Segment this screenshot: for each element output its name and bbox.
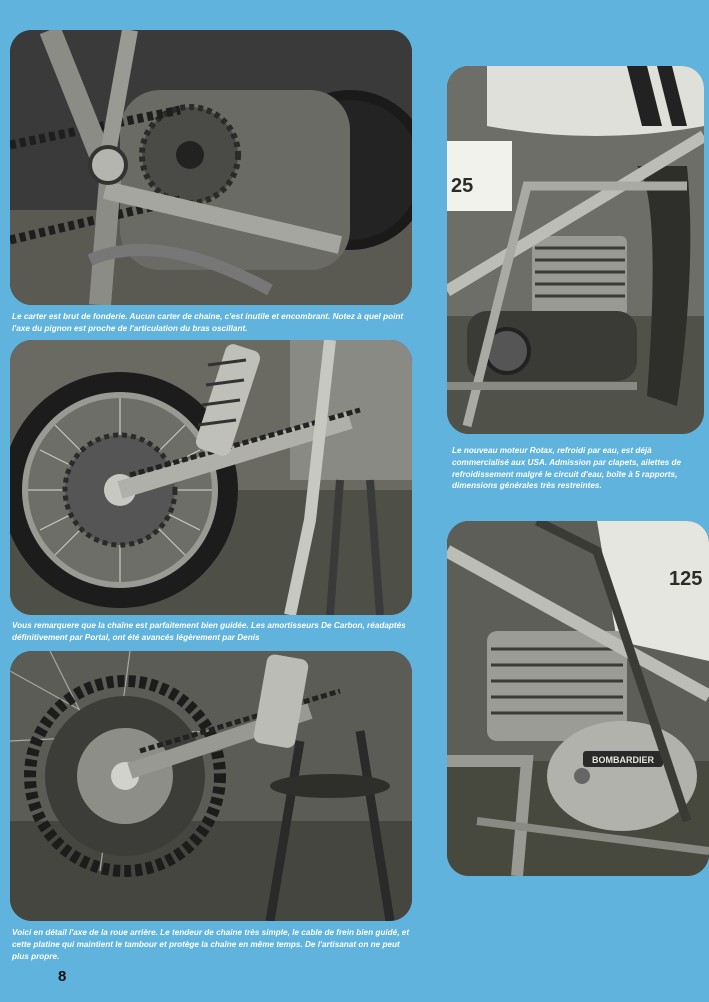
caption-rear-axle: Voici en détail l'axe de la roue arrière. Le tendeur de chaine très simple, le cable de frein bien guidé, et cette platine qui maintient le tambour et protège la chaîne en même temps. De l'artisanat on ne peut plus propre.	[12, 928, 410, 961]
page-number: 8	[58, 968, 67, 985]
bombardier-logo: BOMBARDIER	[592, 755, 654, 765]
photo-crankcase	[10, 30, 412, 305]
race-number-25: 25	[451, 175, 474, 197]
race-number-125: 125	[669, 568, 703, 590]
caption-crankcase: Le carter est brut de fonderie. Aucun carter de chaine, c'est inutile et encombrant. Notez à quel point l'axe du pignon est proche de l'articulation du bras oscillant.	[12, 312, 404, 333]
photo-rear-wheel	[10, 340, 412, 615]
photo-rotax-engine	[447, 66, 704, 434]
photo-bombardier-engine	[447, 521, 709, 876]
caption-chain-guide: Vous remarquere que la chaîne est parfaitement bien guidée. Les amortisseurs De Carbon, réadaptés définitivement par Portal, ont été avancés légèrement par Denis	[12, 621, 406, 642]
photo-rear-axle	[10, 651, 412, 921]
caption-rotax-engine: Le nouveau moteur Rotax, refroidi par eau, est déjà commercialisé aux USA. Admission par clapets, ailettes de refroidissement malgré le circuit d'eau, boîte à 5 rapports, dimensions générales très restreintes.	[452, 446, 682, 491]
